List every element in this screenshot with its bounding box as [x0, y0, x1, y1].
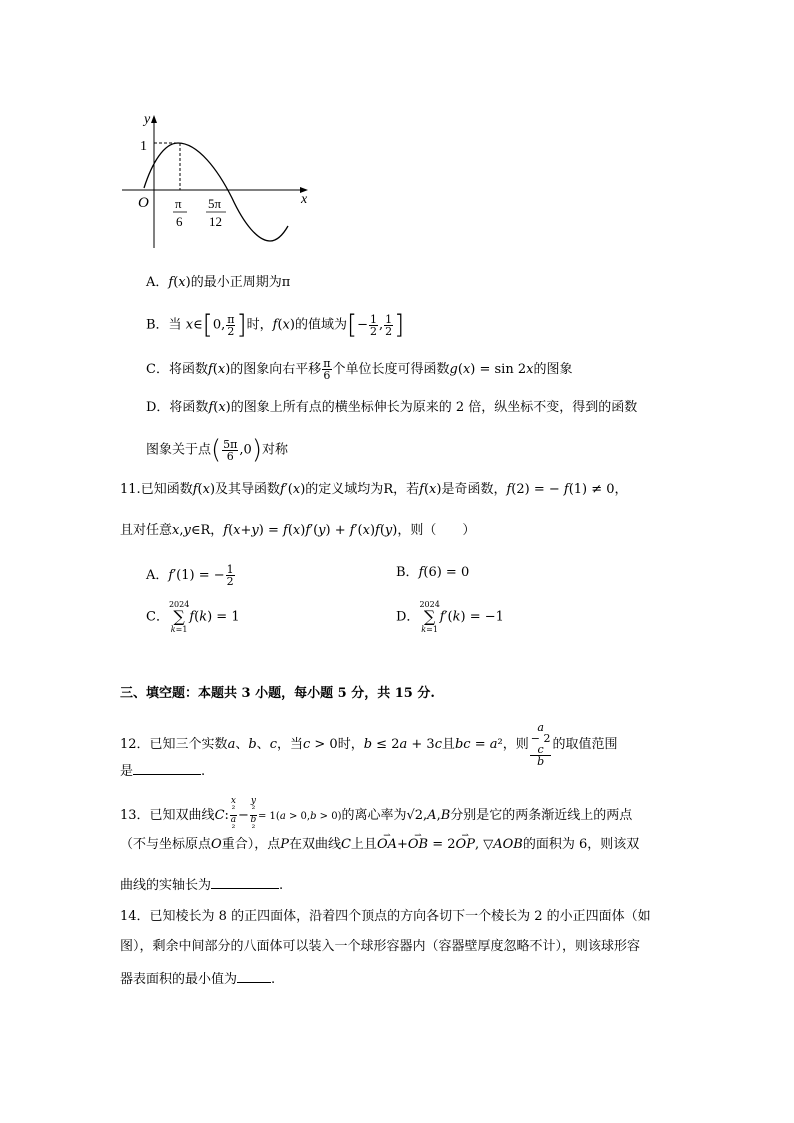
option-c-mid2: 个单位长度可得函数	[332, 362, 450, 377]
q12-text-b: ，当	[276, 737, 303, 752]
origin-label: O	[138, 195, 149, 211]
q13-text-a: 已知双曲线	[149, 808, 215, 823]
option-c-end: 的图象	[533, 362, 573, 377]
option-b-range: 的值域为	[294, 317, 347, 333]
q13-number: 13．	[120, 808, 150, 823]
pi-symbol: π	[281, 275, 291, 290]
q13-line2-b: 重合），点	[221, 837, 281, 852]
q14-line3	[120, 968, 275, 989]
q13-line3	[120, 874, 283, 895]
x-tick-5pi12-num: 5π	[208, 196, 222, 211]
option-c-mid: 的图象向右平移	[230, 362, 322, 377]
q10-option-d-line1: D．将函数f(x)的图象上所有点的横坐标伸长为原来的 2 倍，纵坐标不变，得到的函数	[146, 400, 638, 415]
q10-option-a: A．f(x)的最小正周期为π	[146, 275, 291, 290]
q11-number: 11.	[120, 482, 141, 497]
q12-line2-text: 是	[120, 764, 134, 779]
q14-line2	[120, 938, 640, 956]
q13-line2-c: 在双曲线	[288, 837, 341, 852]
q10-option-d-line2: 图象关于点( $\frac{5\pi}{6}$ ,0)对称	[146, 435, 288, 465]
q14-answer-blank[interactable]	[237, 968, 271, 983]
x-tick-5pi12-den: 12	[209, 214, 222, 229]
q11-text-a: 已知函数	[140, 482, 193, 497]
q11-text-d: ，若	[393, 482, 420, 497]
fx: f	[168, 275, 174, 290]
option-d-line2-post: 对称	[261, 442, 288, 458]
q12-text-c: 时，	[337, 737, 364, 752]
q14-line3-text: 器表面积的最小值为	[120, 972, 238, 987]
y-axis-arrow	[151, 115, 157, 123]
q13-line3-text: 曲线的实轴长为	[120, 878, 212, 893]
q10-option-b: B．当 x∈[0, $\frac{\pi}{2}$ ]时，f(x)的值域为[− $\frac{1}{2}$ , $\frac{1}{2}$ ]	[146, 310, 405, 340]
x-tick-pi6-den: 6	[176, 214, 183, 229]
q13-line2-a: （不与坐标原点	[120, 837, 212, 852]
q14-period: .	[271, 972, 276, 987]
y-axis-label: y	[144, 112, 151, 127]
q13-line2: （不与坐标原点O重合），点P在双曲线C上且⇀ OA+⇀ OB = 2⇀ OP, ▽AOB的面积为 6，则该双	[120, 836, 639, 854]
q11-opt-d-prefix: D．	[396, 609, 420, 625]
q11-opt-c-prefix: C．	[146, 609, 169, 625]
option-d-text: 的图象上所有点的横坐标伸长为原来的 2 倍，纵坐标不变，得到的函数	[230, 400, 638, 415]
q12-period: .	[201, 764, 206, 779]
q11-line2-b: ，则（ ）	[397, 523, 476, 538]
q14-line1-text: 已知棱长为 8 的正四面体，沿着四个顶点的方向各切下一个棱长为 2 的小正四面体（如	[149, 909, 651, 924]
q11-text-b: 及其导函数	[215, 482, 281, 497]
x-tick-pi6-num: π	[175, 196, 182, 211]
q14-number: 14．	[120, 909, 150, 924]
q10-option-c: C．将函数f(x)的图象向右平移 $\frac{\pi}{6}$ 个单位长度可得函数g(x) = sin 2x的图象	[146, 357, 573, 382]
q11-option-d: D．2024 ∑ k=1f′(k) = −1	[396, 600, 504, 634]
q11-line2-a: 且对任意	[120, 523, 173, 538]
option-d-line2-pre: 图象关于点	[146, 442, 212, 458]
section3-heading: 三、填空题：本题共 3 小题，每小题 5 分，共 15 分.	[120, 686, 435, 701]
option-a-text: 的最小正周期为	[190, 275, 282, 290]
y-tick-one: 1	[140, 139, 147, 154]
q11-option-b: B．f(6) = 0	[396, 565, 470, 580]
q13-line1: 13．已知双曲线C: x ² a ² − y ² b ² = 1(a > 0,b > 0)的离心率为√2,A,B分别是它的两条渐近线上的两点	[120, 796, 633, 834]
q12-text-e: ，则	[502, 737, 529, 752]
option-b-mid: 时，	[246, 317, 273, 333]
q11-line2: 且对任意x,y∈R，f(x+y) = f(x)f′(y) + f′(x)f(y)，则（ ）	[120, 523, 476, 538]
q11-text-c: 的定义域均为	[305, 482, 384, 497]
q13-line2-d: 上且	[350, 837, 377, 852]
sine-graph	[118, 108, 318, 258]
q14-line1	[120, 908, 651, 926]
option-c-prefix: C．将函数	[146, 362, 208, 377]
option-d-prefix: D．将函数	[146, 400, 209, 415]
option-b-prefix: B．当	[146, 317, 182, 333]
q13-line2-e: 的面积为 6，则该双	[522, 837, 640, 852]
q13-period: .	[279, 878, 284, 893]
q14-line2-text: 图），剩余中间部分的八面体可以装入一个球形容器内（容器壁厚度忽略不计），则该球形容	[120, 939, 641, 954]
q12-line2	[120, 760, 205, 781]
q11-option-c: C．2024 ∑ k=1f(k) = 1	[146, 600, 240, 634]
q11-opt-a-prefix: A．	[146, 568, 169, 583]
q12-line1: 12．已知三个实数a、b、c，当c > 0时，b ≤ 2a + 3c且bc = a²，则 a − 2 c b 的取值范围	[120, 721, 618, 768]
q12-text-a: 已知三个实数	[149, 737, 228, 752]
q11-line1: 11.已知函数f(x)及其导函数f′(x)的定义域均为R，若f(x)是奇函数，f(2) = − f(1) ≠ 0，	[120, 482, 628, 497]
x-axis-label: x	[301, 192, 308, 207]
q13-text-c: 分别是它的两条渐近线上的两点	[450, 808, 633, 823]
q12-text-d: 且	[441, 737, 455, 752]
q13-text-b: 的离心率为	[341, 808, 407, 823]
q13-answer-blank[interactable]	[211, 874, 279, 889]
q11-opt-b-prefix: B．	[396, 565, 419, 580]
q11-option-a: A．f′(1) = − $\frac{1}{2}$	[146, 563, 234, 588]
q12-text-f: 的取值范围	[552, 737, 618, 752]
q12-answer-blank[interactable]	[133, 760, 201, 775]
q12-number: 12．	[120, 737, 150, 752]
option-a-prefix: A．	[146, 275, 169, 290]
q11-text-e: 是奇函数，	[441, 482, 507, 497]
